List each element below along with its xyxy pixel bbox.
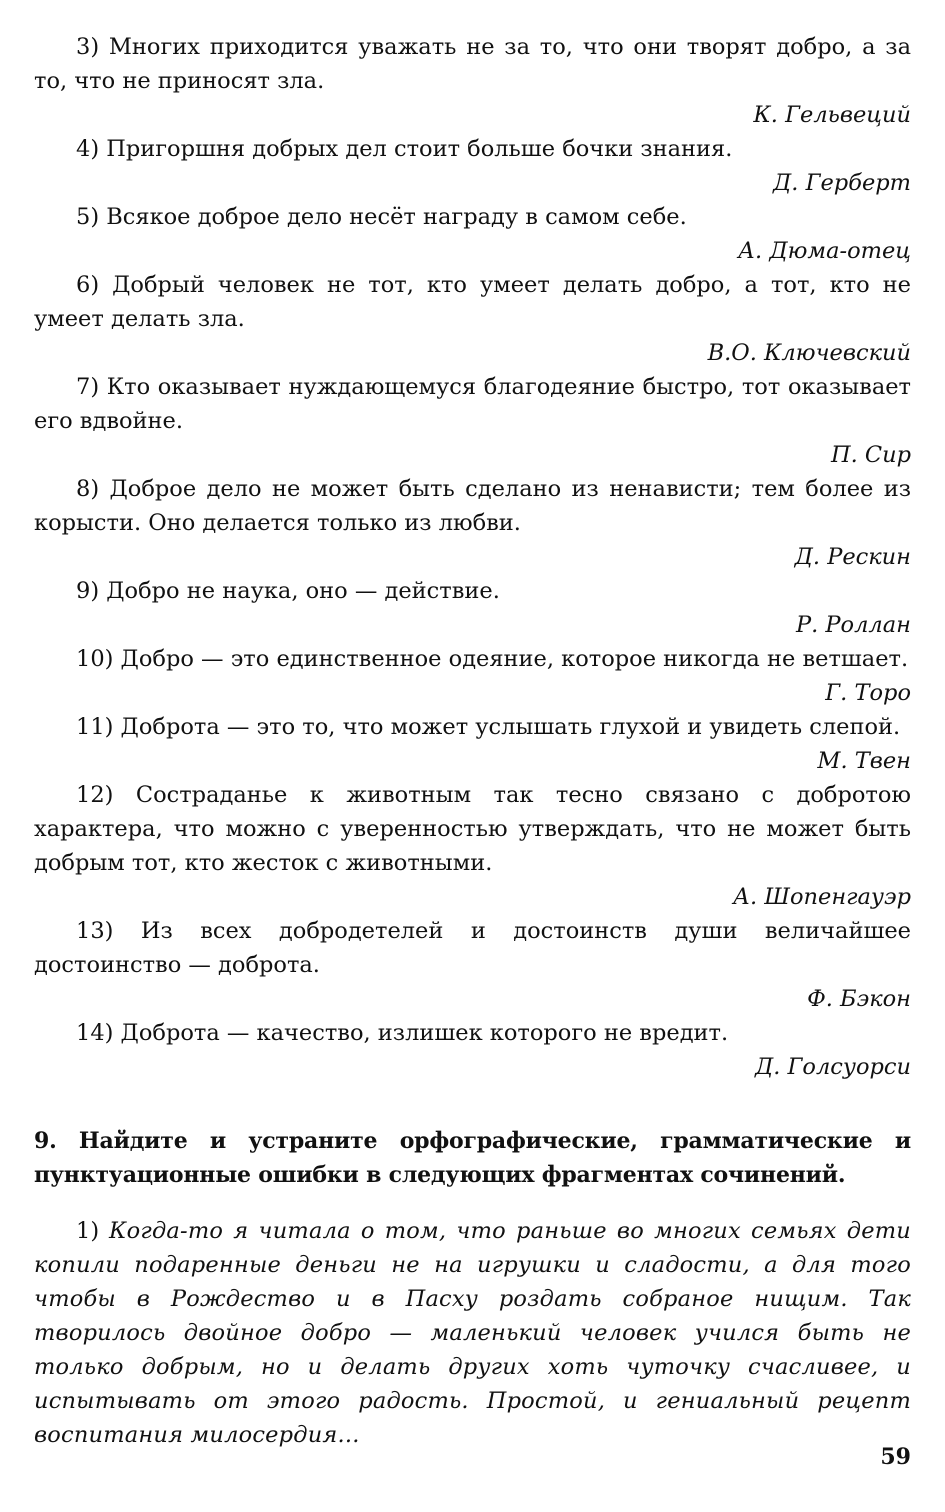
page-number: 59 bbox=[880, 1444, 911, 1470]
quote-text: 9) Добро не наука, оно — действие. bbox=[76, 578, 500, 604]
quote-author: П. Сир bbox=[830, 442, 911, 468]
quote-text: 10) Добро — это единственное одеяние, которое никогда не ветшает. bbox=[76, 646, 909, 672]
quote-author: В.О. Ключевский bbox=[707, 340, 911, 366]
quote-text: 8) Доброе дело не может быть сделано из ненависти; тем более из корысти. Оно делается только из любви. bbox=[34, 476, 911, 536]
quote-author: Д. Герберт bbox=[773, 170, 911, 196]
quote-author: М. Твен bbox=[817, 748, 911, 774]
quote-author: К. Гельвеций bbox=[753, 102, 911, 128]
quote-text: 4) Пригоршня добрых дел стоит больше бочки знания. bbox=[76, 136, 733, 162]
quote-author: А. Дюма-отец bbox=[737, 238, 911, 264]
quote-text: 5) Всякое доброе дело несёт награду в самом себе. bbox=[76, 204, 687, 230]
essay-number: 1) bbox=[76, 1218, 100, 1244]
task-heading: 9. Найдите и устраните орфографические, грамматические и пунктуационные ошибки в следующих фрагментах сочинений. bbox=[34, 1128, 911, 1188]
quote-text: 11) Доброта — это то, что может услышать глухой и увидеть слепой. bbox=[76, 714, 901, 740]
quote-author: Ф. Бэкон bbox=[807, 986, 911, 1012]
quote-author: Р. Роллан bbox=[795, 612, 911, 638]
quote-author: Д. Голсуорси bbox=[754, 1054, 911, 1080]
quote-text: 7) Кто оказывает нуждающемуся благодеяние быстро, тот оказывает его вдвойне. bbox=[34, 374, 911, 434]
quote-text: 12) Состраданье к животным так тесно связано с добротою характера, что можно с уверенностью утверждать, что не может быть добрым тот, кто жесток с животными. bbox=[34, 782, 911, 876]
quote-author: Г. Торо bbox=[825, 680, 911, 706]
page-body bbox=[34, 30, 911, 1475]
quote-author: А. Шопенгауэр bbox=[732, 884, 911, 910]
essay-fragment bbox=[34, 1214, 911, 1452]
quote-text: 13) Из всех добродетелей и достоинств души величайшее достоинство — доброта. bbox=[34, 918, 911, 978]
quote-text: 6) Добрый человек не тот, кто умеет делать добро, а тот, кто не умеет делать зла. bbox=[34, 272, 911, 332]
quote-text: 3) Многих приходится уважать не за то, что они творят добро, а за то, что не приносят зла. bbox=[34, 34, 911, 94]
quote-author: Д. Рескин bbox=[794, 544, 911, 570]
quote-text: 14) Доброта — качество, излишек которого не вредит. bbox=[76, 1020, 729, 1046]
essay-text: Когда-то я читала о том, что раньше во многих семьях дети копили подаренные деньги не на игрушки и сладости, а для того чтобы в Рождество и в Пасху роздать собраное нищим. Так творилось двойное добро — маленький человек учился быть не только добрым, но и делать других хоть чуточку счасливее, и испытывать от этого радость. Простой, и гениальный рецепт воспитания милосердия... bbox=[34, 1218, 911, 1448]
